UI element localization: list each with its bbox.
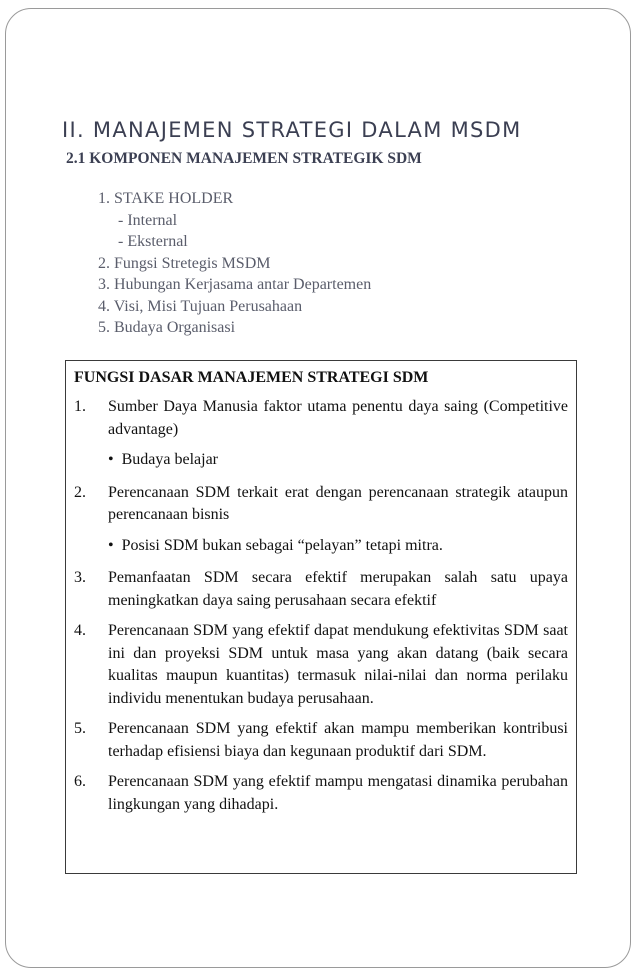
outline-item-hubungan: 3. Hubungan Kerjasama antar Departemen bbox=[98, 276, 372, 293]
list-item-number: 6. bbox=[74, 773, 86, 790]
list-item-number: 2. bbox=[74, 483, 86, 501]
outline-item-budaya: 5. Budaya Organisasi bbox=[98, 319, 236, 336]
functions-box bbox=[65, 360, 577, 874]
list-item bbox=[74, 718, 568, 763]
list-item-number: 4. bbox=[74, 622, 86, 639]
bullet-dot-icon: • bbox=[108, 536, 114, 554]
outline-item-fungsi: 2. Fungsi Stretegis MSDM bbox=[98, 254, 271, 272]
component-outline bbox=[98, 188, 371, 339]
outline-subitem-eksternal: - Eksternal bbox=[118, 233, 188, 250]
list-item-text: Perencanaan SDM yang efektif mampu mengatasi dinamika perubahan lingkungan yang dihadapi. bbox=[108, 773, 568, 813]
list-item bbox=[74, 771, 568, 816]
bullet-text: Posisi SDM bukan sebagai “pelayan” tetapi mitra. bbox=[121, 536, 443, 554]
outline-item-visi-misi: 4. Visi, Misi Tujuan Perusahaan bbox=[98, 297, 303, 315]
subsection-heading: 2.1 KOMPONEN MANAJEMEN STRATEGIK SDM bbox=[66, 150, 422, 167]
list-item-bullet bbox=[108, 449, 568, 472]
list-item bbox=[74, 396, 568, 441]
list-item-text: Perencanaan SDM terkait erat dengan perencanaan strategik ataupun perencanaan bisnis bbox=[108, 483, 568, 523]
functions-box-title: FUNGSI DASAR MANAJEMEN STRATEGI SDM bbox=[74, 369, 429, 386]
list-item-number: 5. bbox=[74, 720, 86, 737]
list-item-text: Perencanaan SDM yang efektif dapat mendukung efektivitas SDM saat ini dan proyeksi SDM untuk masa yang akan datang (baik secara kualitas maupun kuantitas) termasuk nilai-nilai dan norma perilaku individu menentukan budaya perusahaan. bbox=[108, 622, 568, 707]
list-item-number: 1. bbox=[74, 398, 86, 415]
outline-item-stake-holder: 1. STAKE HOLDER bbox=[98, 190, 234, 207]
outline-subitem-internal: - Internal bbox=[118, 211, 178, 229]
section-heading: II. MANAJEMEN STRATEGI DALAM MSDM bbox=[62, 118, 522, 142]
list-item-text: Sumber Daya Manusia faktor utama penentu daya saing (Competitive advantage) bbox=[108, 398, 568, 438]
bullet-dot-icon: • bbox=[108, 451, 114, 468]
list-item-text: Pemanfaatan SDM secara efektif merupakan salah satu upaya meningkatkan daya saing perusahaan secara efektif bbox=[108, 569, 568, 609]
bullet-text: Budaya belajar bbox=[121, 451, 219, 468]
list-item bbox=[74, 620, 568, 710]
list-item bbox=[74, 567, 568, 612]
list-item-bullet bbox=[108, 535, 568, 558]
list-item bbox=[74, 482, 568, 527]
list-item-number: 3. bbox=[74, 569, 86, 586]
list-item-text: Perencanaan SDM yang efektif akan mampu memberikan kontribusi terhadap efisiensi biaya dan kegunaan produktif dari SDM. bbox=[108, 720, 568, 760]
